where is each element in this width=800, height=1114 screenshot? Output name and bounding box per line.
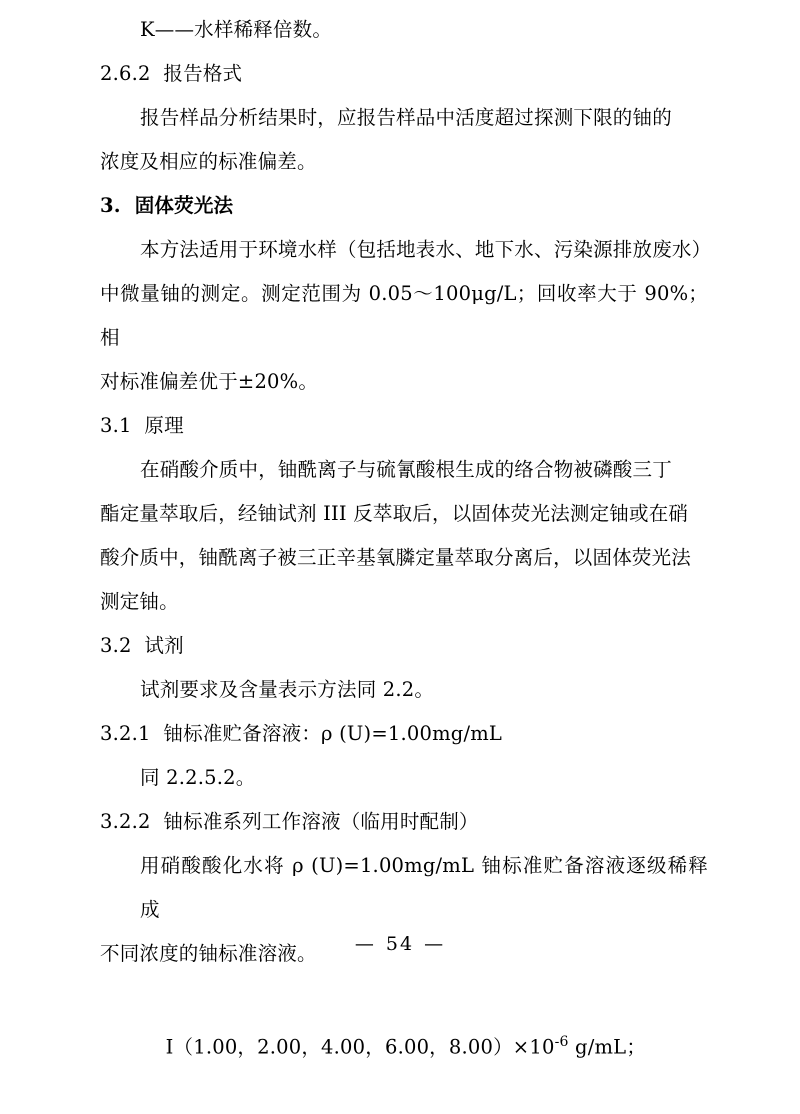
section-heading-3-1: 3.1 原理 bbox=[100, 414, 184, 437]
formula-exponent: -6 bbox=[554, 1034, 569, 1050]
formula-suffix: g/mL； bbox=[568, 1035, 647, 1059]
paragraph-line: 对标准偏差优于±20%。 bbox=[100, 370, 319, 393]
paragraph-line: 中微量铀的测定。测定范围为 0.05～100μg/L；回收率大于 90%；相 bbox=[100, 282, 708, 349]
paragraph-line: K——水样稀释倍数。 bbox=[140, 18, 333, 41]
section-heading-3-2-1: 3.2.1 铀标准贮备溶液：ρ (U)=1.00mg/mL bbox=[100, 722, 503, 745]
paragraph-line: 报告样品分析结果时，应报告样品中活度超过探测下限的铀的 bbox=[140, 106, 672, 129]
section-heading-2-6-2: 2.6.2 报告格式 bbox=[100, 62, 243, 85]
section-heading-3: 3. 固体荧光法 bbox=[100, 194, 234, 217]
paragraph-line: 测定铀。 bbox=[100, 590, 179, 613]
section-heading-3-2-2: 3.2.2 铀标准系列工作溶液（临用时配制） bbox=[100, 810, 479, 833]
paragraph-line: 本方法适用于环境水样（包括地表水、地下水、污染源排放废水） bbox=[140, 238, 712, 261]
formula-prefix: Ⅰ（1.00，2.00，4.00，6.00，8.00）×10 bbox=[165, 1035, 555, 1059]
paragraph-line: 在硝酸介质中，铀酰离子与硫氰酸根生成的络合物被磷酸三丁 bbox=[140, 458, 672, 481]
paragraph-line: 酯定量萃取后，经铀试剂 III 反萃取后，以固体荧光法测定铀或在硝 bbox=[100, 502, 689, 525]
page-number: 54 bbox=[385, 933, 415, 955]
section-heading-3-2: 3.2 试剂 bbox=[100, 634, 184, 657]
paragraph-line: 不同浓度的铀标准溶液。 bbox=[100, 942, 317, 965]
paragraph-line: 用硝酸酸化水将 ρ (U)=1.00mg/mL 铀标准贮备溶液逐级稀释成 bbox=[140, 854, 708, 921]
paragraph-line: 同 2.2.5.2。 bbox=[140, 766, 256, 789]
footer-right-dash: — bbox=[424, 933, 446, 955]
paragraph-line: 试剂要求及含量表示方法同 2.2。 bbox=[140, 678, 435, 701]
page-footer bbox=[0, 933, 800, 955]
paragraph-line: 酸介质中，铀酰离子被三正辛基氧膦定量萃取分离后，以固体荧光法 bbox=[100, 546, 692, 569]
paragraph-line: 浓度及相应的标准偏差。 bbox=[100, 150, 317, 173]
footer-left-dash: — bbox=[354, 933, 376, 955]
formula-line bbox=[100, 976, 708, 1114]
